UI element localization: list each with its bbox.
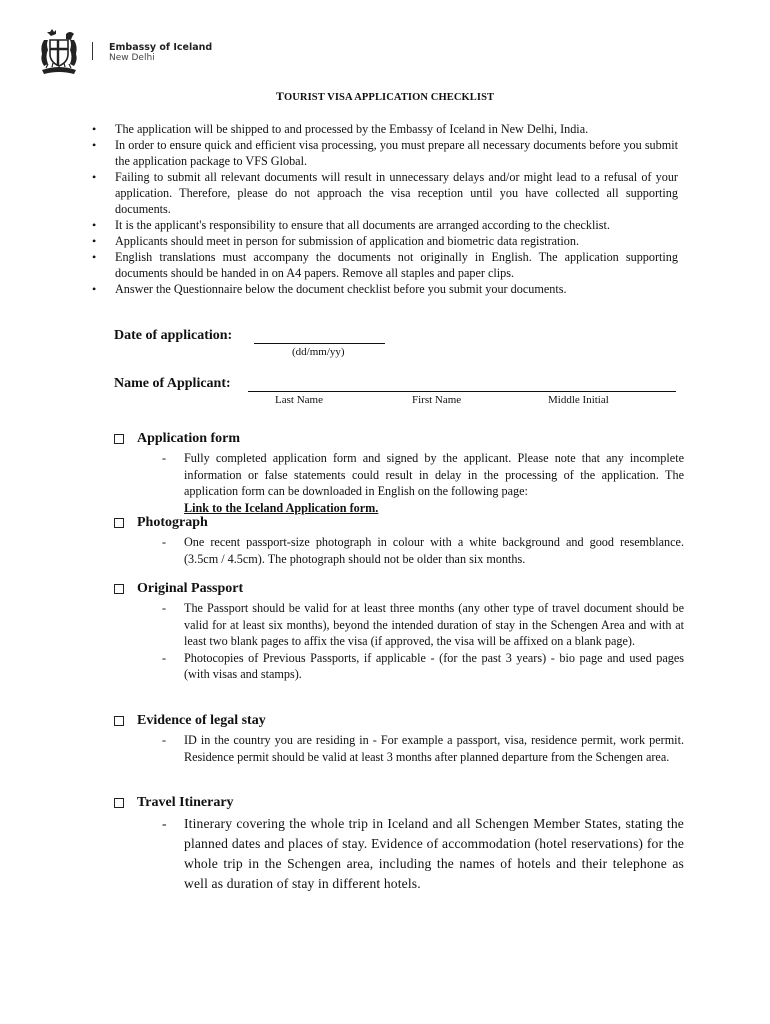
item-text: Photocopies of Previous Passports, if applicable - (for the past 3 years) - bio page and used pages (with visas and stamps). (184, 650, 684, 681)
dash-marker: - (162, 535, 167, 549)
item-text: ID in the country you are residing in - For example a passport, visa, residence permit, work permit. Residence permit should be valid at least 3 months after planned departure from the Schengen area. (184, 733, 684, 764)
item-text: Itinerary covering the whole trip in Iceland and all Schengen Member States, stating the planned dates and places of stay. Evidence of accommodation (hotel reservations) for the whole trip in the Schengen area, including the names of hotels and their telephone as well as duration of stay in different hotels. (184, 816, 684, 891)
photograph-checkbox[interactable] (114, 518, 124, 528)
dash-marker: - (162, 601, 167, 615)
name-label: Name of Applicant: (114, 376, 231, 391)
dash-marker: - (162, 733, 167, 747)
date-label: Date of application: (114, 328, 233, 343)
title-initial: T (275, 89, 284, 103)
list-item: • English translations must accompany the documents not originally in English. The application supporting documents should be handed in on A4 papers. Remove all staples and paper clips. (92, 249, 678, 281)
list-item: • It is the applicant's responsibility to ensure that all documents are arranged according to the checklist. (92, 217, 678, 233)
first-name-hint: First Name (412, 394, 462, 406)
section-title: Evidence of legal stay (137, 713, 266, 728)
dash-marker: - (162, 451, 167, 465)
section-items (114, 732, 684, 765)
last-name-hint: Last Name (275, 394, 323, 406)
list-item (114, 450, 684, 516)
list-item (114, 814, 684, 894)
date-format-hint: (dd/mm/yy) (292, 346, 345, 358)
document-title (0, 89, 770, 104)
embassy-name: Embassy of Iceland (109, 42, 213, 53)
section-items (114, 450, 684, 516)
section-application-form (114, 430, 684, 516)
section-items (114, 534, 684, 567)
section-title: Photograph (137, 515, 208, 530)
item-text: Fully completed application form and signed by the applicant. Please note that any incomplete information or false statements could result in delay in the processing of the application. The application form can be downloaded in English on the following page: (184, 451, 684, 498)
list-item: • In order to ensure quick and efficient visa processing, you must prepare all necessary documents before you submit the application package to VFS Global. (92, 137, 678, 169)
intro-bullet-list (92, 121, 678, 297)
section-title: Original Passport (137, 581, 244, 596)
embassy-header (34, 28, 213, 80)
section-legal-stay (114, 712, 684, 765)
dash-marker: - (162, 650, 167, 665)
name-field[interactable] (248, 390, 676, 392)
list-item: • Failing to submit all relevant documents will result in unnecessary delays and/or might lead to a refusal of your application. Therefore, please do not approach the visa reception until you have collected all supporting documents. (92, 169, 678, 217)
application-form-checkbox[interactable] (114, 434, 124, 444)
iceland-application-form-link[interactable]: Link to the Iceland Application form. (184, 500, 379, 515)
list-item: • The application will be shipped to and processed by the Embassy of Iceland in New Delhi, India. (92, 121, 678, 137)
section-title: Travel Itinerary (137, 795, 234, 810)
legal-stay-checkbox[interactable] (114, 716, 124, 726)
iceland-coat-of-arms-icon (34, 28, 84, 78)
list-item (114, 650, 684, 683)
embassy-title (109, 42, 212, 64)
list-item (114, 600, 684, 650)
section-items (114, 600, 684, 683)
list-item (114, 732, 684, 765)
section-photograph (114, 514, 684, 567)
title-rest: OURIST VISA APPLICATION CHECKLIST (283, 92, 495, 103)
header-divider (92, 42, 93, 60)
section-travel-itinerary (114, 794, 684, 894)
middle-initial-hint: Middle Initial (548, 394, 609, 406)
list-item: • Answer the Questionnaire below the document checklist before you submit your documents. (92, 281, 678, 297)
passport-checkbox[interactable] (114, 584, 124, 594)
embassy-city: New Delhi (109, 53, 155, 63)
item-text: The Passport should be valid for at least three months (any other type of travel document should be valid for at least six months), beyond the intended duration of stay in the Schengen Area and with at least two blank pages to affix the visa (if approved, the visa will be affixed on a blank page). (184, 601, 684, 648)
section-items (114, 814, 684, 894)
section-title: Application form (137, 431, 241, 446)
item-text: One recent passport-size photograph in colour with a white background and good resemblance. (3.5cm / 4.5cm). The photograph should not be older than six months. (184, 535, 684, 566)
itinerary-checkbox[interactable] (114, 798, 124, 808)
date-field[interactable] (254, 342, 385, 344)
list-item: • Applicants should meet in person for submission of application and biometric data registration. (92, 233, 678, 249)
dash-marker: - (162, 816, 167, 831)
list-item (114, 534, 684, 567)
section-original-passport (114, 580, 684, 683)
